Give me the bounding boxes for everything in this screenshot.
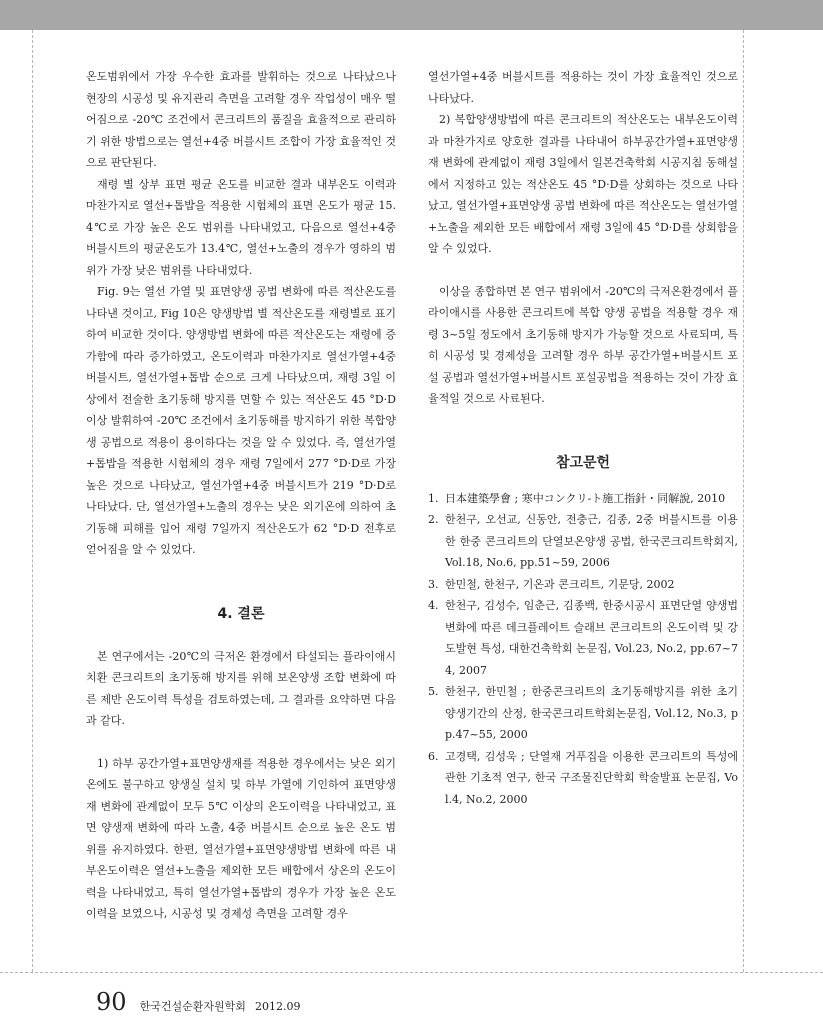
section-heading-conclusion: 4. 결론 — [217, 605, 265, 622]
reference-item: 1. 日本建築學會 ; 寒中コンクリ-ト施工指針・同解說, 2010 — [428, 491, 726, 505]
paragraph: 2) 복합양생방법에 따른 콘크리트의 적산온도는 내부온도이력과 마찬가지로 양호한 결과를 나타내어 하부공간가열+표면양생재 변화에 관계없이 재령 3일에서 일본건축학회 시공지침 동해설에서 지정하고 있는 적산온도 45 °D·D를 상회하는 것으로 나타났고, 열선가열+표면양생 공법 변화에 따른 적산온도는 열선가열+노출을 제외한 모든 배합에서 재령 3일에 45 °D·D를 상회함을 알 수 있었다. — [428, 113, 738, 255]
right-column — [428, 66, 738, 810]
reference-item: 5. 한천구, 한민철 ; 한중콘크리트의 초기동해방지를 위한 초기양생기간의 산정, 한국콘크리트학회논문집, Vol.12, No.3, pp.47~55, 2000 — [428, 685, 738, 741]
left-margin-guide — [32, 30, 33, 972]
issue-date: 2012.09 — [255, 1000, 301, 1013]
references-heading: 참고문헌 — [555, 454, 611, 471]
paragraph: Fig. 9는 열선 가열 및 표면양생 공법 변화에 따른 적산온도를 나타낸 것이고, Fig 10은 양생방법 별 적산온도를 재령별로 표기하여 비교한 것이다. 양생방법 변화에 따른 적산온도는 재령에 증가함에 따라 증가하였고, 온도이력과 마찬가지로 열선가열+4중 버블시트, 열선가열+톱밥 순으로 크게 나타났으며, 재령 3일 이상에서 전술한 초기동해 방지를 면할 수 있는 적산온도 45 °D·D 이상 발휘하여 -20℃ 조건에서 초기동해를 방지하기 위한 복합양생 공법으로 적용이 용이하다는 것을 알 수 있었다. 즉, 열선가열+톱밥을 적용한 시험체의 경우 재령 7일에서 277 °D·D로 가장 높은 것으로 나타났고, 열선가열+4중 버블시트가 219 °D·D로 나타났다. 단, 열선가열+노출의 경우는 낮은 외기온에 의하여 초기동해 피해를 입어 재령 7일까지 적산온도가 62 °D·D 전후로 얻어짐을 알 수 있었다. — [86, 285, 396, 556]
reference-item: 4. 한천구, 김성수, 임춘근, 김종백, 한중시공시 표면단열 양생법 변화에 따른 데크플레이트 슬래브 콘크리트의 온도이력 및 강도발현 특성, 대한건축학회 논문집, Vol.23, No.2, pp.67~74, 2007 — [428, 599, 738, 677]
right-margin-guide — [743, 30, 744, 972]
reference-item: 3. 한민철, 한천구, 기온과 콘크리트, 기문당, 2002 — [428, 577, 675, 591]
left-column — [86, 66, 396, 925]
paragraph: 1) 하부 공간가열+표면양생재를 적용한 경우에서는 낮은 외기온에도 불구하고 양생실 설치 및 하부 가열에 기인하여 표면양생재 변화에 관계없이 모두 5℃ 이상의 온도이력을 나타내었고, 표면 양생재 변화에 따라 노출, 4중 버블시트 순으로 높은 온도 범위를 유지하였다. 한편, 열선가열+표면양생방법 변화에 따른 내부온도이력은 열선+노출을 제외한 모든 배합에서 상온의 온도이력을 나타내었고, 특히 열선가열+톱밥의 경우가 가장 높은 온도이력을 보였으나, 시공성 및 경제성 측면을 고려할 경우 — [86, 756, 396, 920]
paragraph: 이상을 종합하면 본 연구 범위에서 -20℃의 극저온환경에서 플라이애시를 사용한 콘크리트에 복합 양생 공법을 적용할 경우 재령 3~5일 정도에서 초기동해 방지가 가능할 것으로 사료되며, 특히 시공성 및 경제성을 고려할 경우 하부 공간가열+버블시트 포설 공법과 열선가열+버블시트 포설공법을 적용하는 것이 가장 효율적일 것으로 사료된다. — [428, 284, 738, 405]
paragraph: 본 연구에서는 -20℃의 극저온 환경에서 타설되는 플라이애시 치환 콘크리트의 초기동해 방지를 위해 보온양생 조합 변화에 따른 제반 온도이력 특성을 검토하였는데, 그 결과를 요약하면 다음과 같다. — [86, 649, 396, 727]
footer-guide-line — [0, 972, 823, 973]
reference-item: 6. 고경택, 김성욱 ; 단열재 거푸집을 이용한 콘크리트의 특성에 관한 기초적 연구, 한국 구조물진단학회 학술발표 논문집, Vol.4, No.2, 2000 — [428, 749, 738, 806]
page-footer — [96, 988, 301, 1016]
paragraph: 온도범위에서 가장 우수한 효과를 발휘하는 것으로 나타났으나 현장의 시공성 및 유지관리 측면을 고려할 경우 작업성이 매우 떨어짐으로 -20℃ 조건에서 콘크리트의 품질을 효율적으로 관리하기 위한 방법으로는 열선+4중 버블시트 조합이 가장 효율적인 것으로 판단된다. — [86, 70, 396, 169]
reference-item: 2. 한천구, 오선교, 신동안, 전충근, 김종, 2중 버블시트를 이용한 한중 콘크리트의 단열보온양생 공법, 한국콘크리트학회지, Vol.18, No.6, pp.51~59, 2006 — [428, 513, 738, 569]
paragraph: 열선가열+4중 버블시트를 적용하는 것이 가장 효율적인 것으로 나타났다. — [428, 70, 738, 105]
reference-list — [428, 488, 738, 811]
page-number: 90 — [96, 988, 127, 1016]
publisher-name: 한국건설순환자원학회 — [139, 1000, 246, 1013]
top-header-bar — [0, 0, 823, 30]
paragraph: 재령 별 상부 표면 평균 온도를 비교한 결과 내부온도 이력과 마찬가지로 열선+톱밥을 적용한 시험체의 표면 온도가 평균 15.4℃로 가장 높은 온도 범위를 나타내었고, 다음으로 열선+4중 버블시트의 평균온도가 13.4℃, 열선+노출의 경우가 영하의 범위가 가장 낮은 범위를 나타내었다. — [86, 177, 396, 277]
